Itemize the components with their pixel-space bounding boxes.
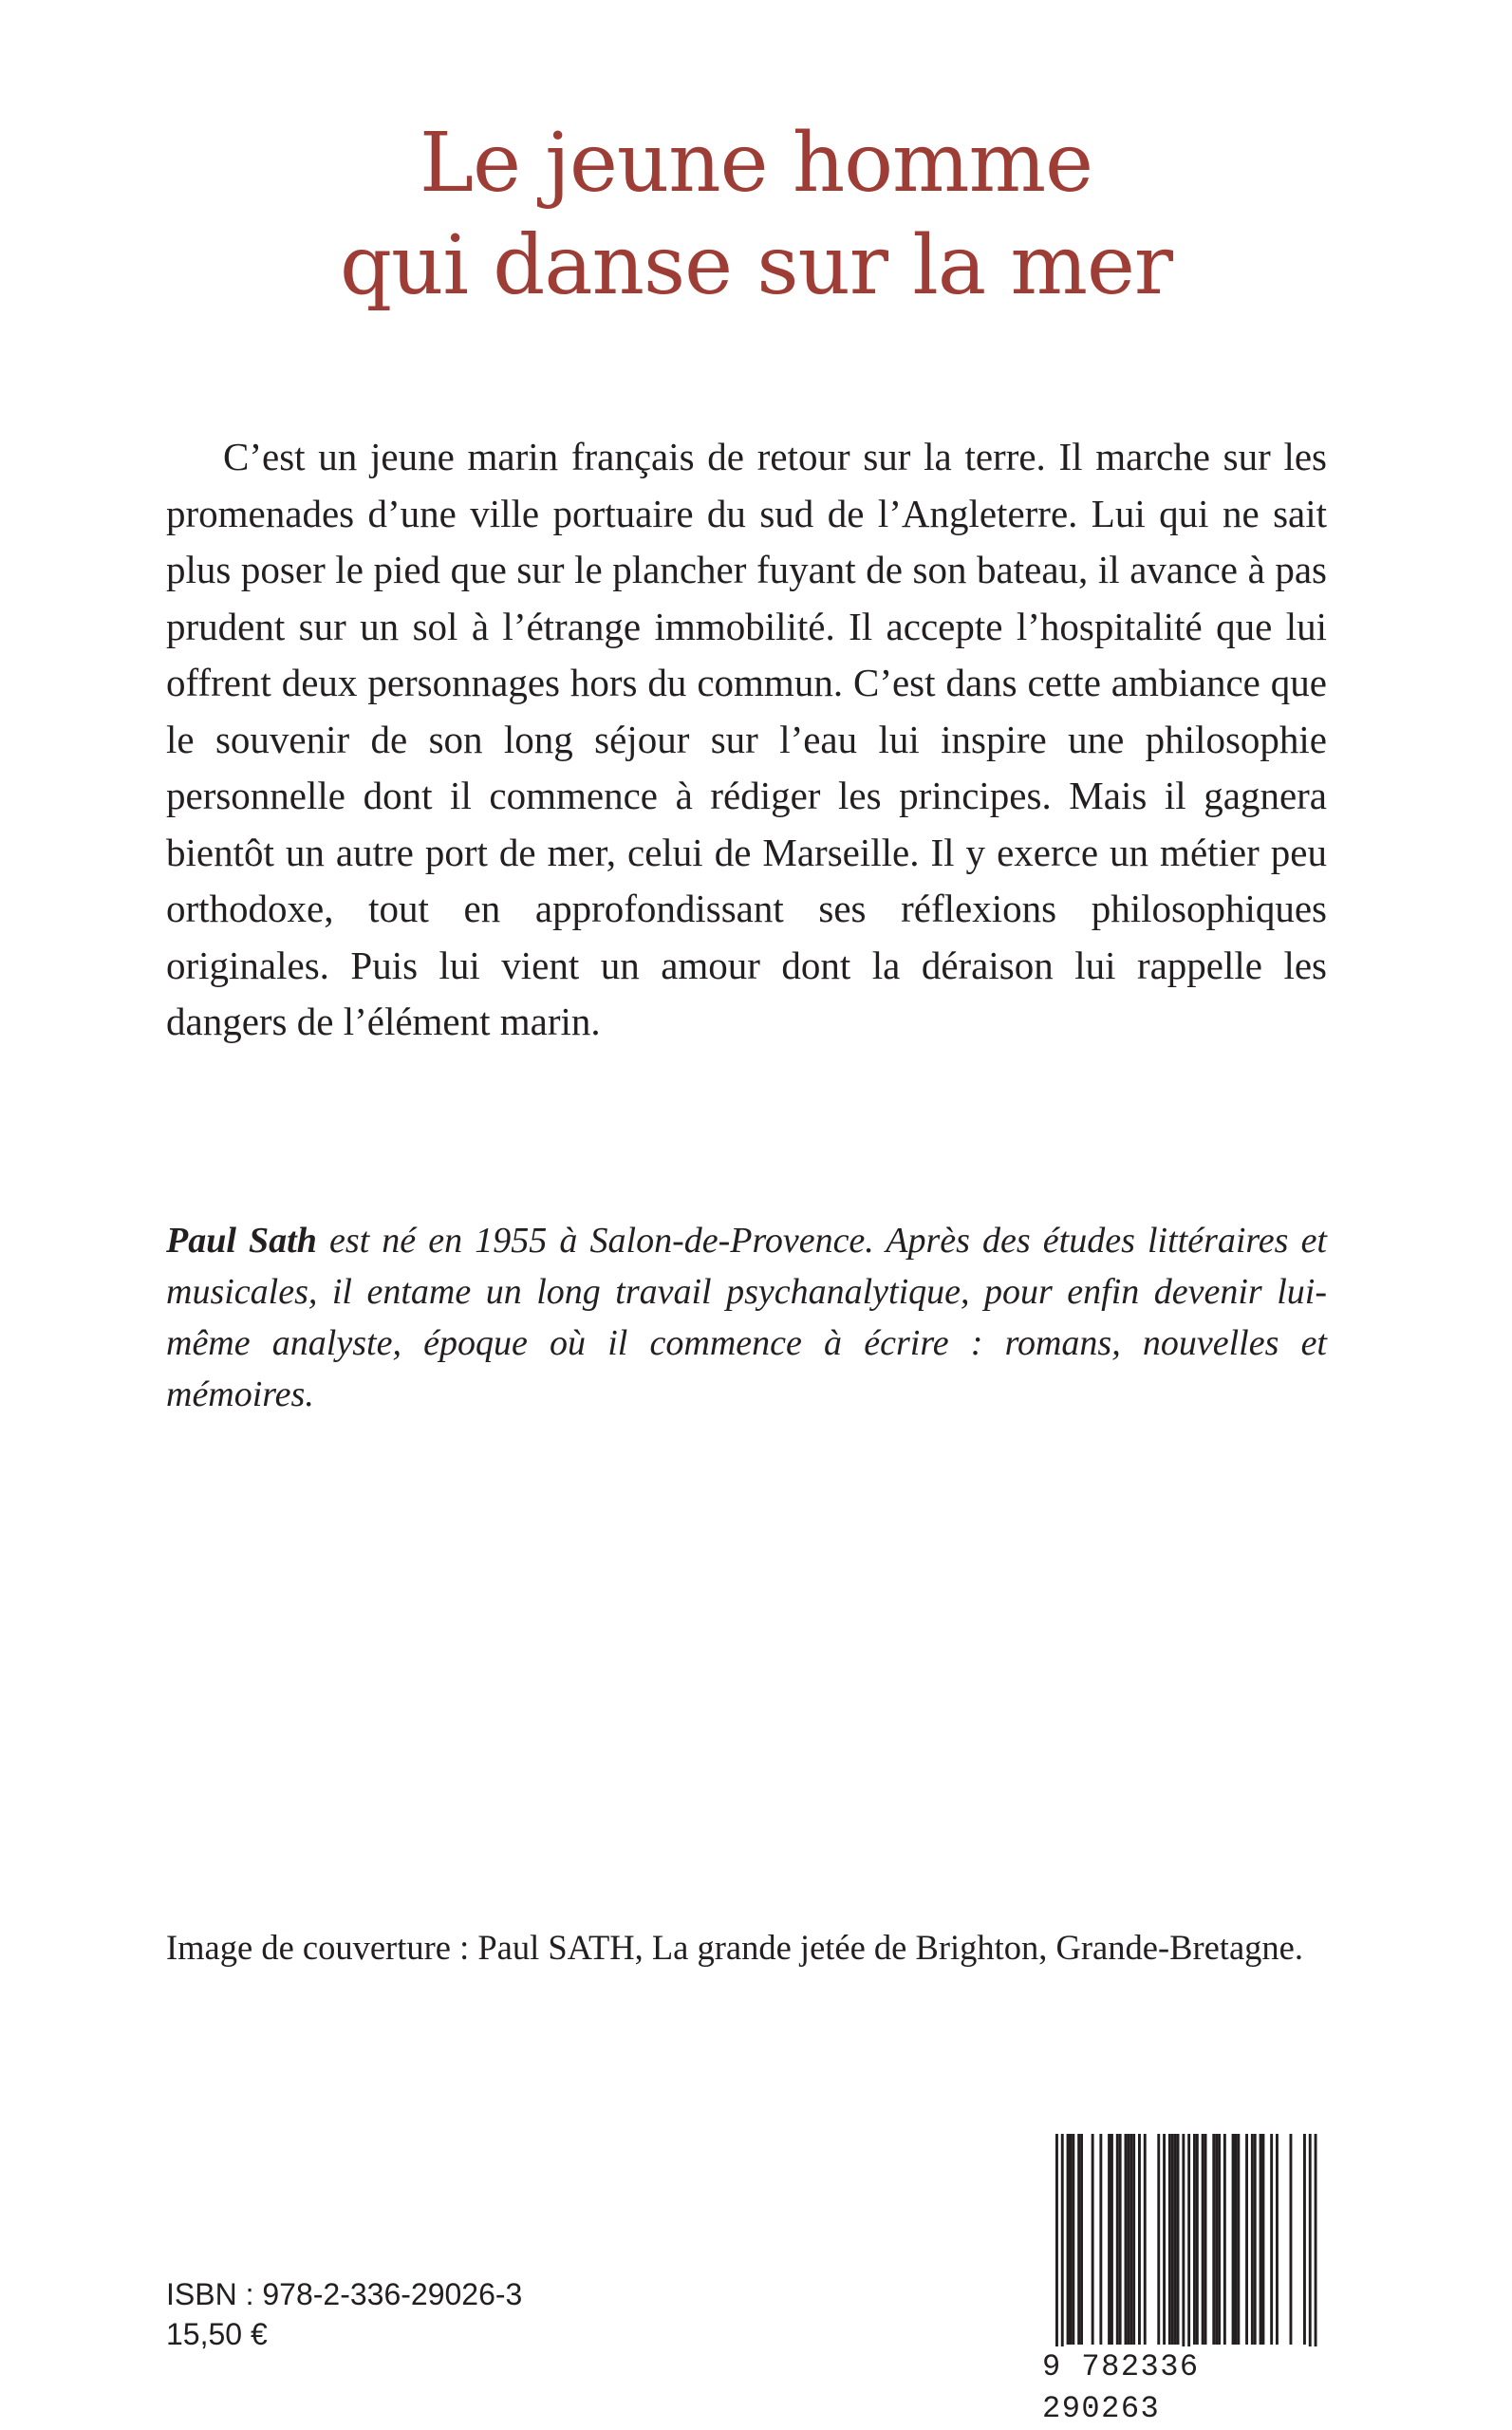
barcode-bar (1099, 2134, 1102, 2345)
barcode-bar (1276, 2134, 1279, 2345)
barcode-bar (1132, 2134, 1135, 2345)
barcode-bar (1125, 2134, 1128, 2345)
barcode-bar (1260, 2134, 1262, 2345)
isbn-text: ISBN : 978-2-336-29026-3 (166, 2277, 523, 2311)
book-summary: C’est un jeune marin français de retour sur la terre. Il marche sur les promenades d’une ville portuaire du sud de l’Angleterre. Lui qui ne sait plus poser le pied que sur le plancher fuyant de son bateau, il avance à pas prudent sur un sol à l’étrange immobilité. Il accepte l’hospitalité que lui offrent deux personnages hors du commun. C’est dans cette ambiance que le souvenir de son long séjour sur l’eau lui inspire une philosophie personnelle dont il commence à rédiger les principes. Mais il gagnera bientôt un autre port de mer, celui de Marseille. Il y exerce un métier peu orthodoxe, tout en approfondissant ses réflexions philosophiques originales. Puis lui vient un amour dont la déraison lui rappelle les dangers de l’élément marin. (166, 435, 1327, 1043)
barcode-bar (1119, 2134, 1122, 2345)
barcode-bar (1171, 2134, 1174, 2345)
book-title (0, 112, 1512, 317)
barcode-bars (1042, 2134, 1327, 2354)
author-bio (166, 1215, 1327, 1420)
barcode-bar (1212, 2134, 1215, 2345)
barcode-bar (1303, 2134, 1306, 2345)
barcode-bar (1315, 2134, 1317, 2354)
barcode-bar (1127, 2134, 1129, 2345)
barcode-bar (1111, 2134, 1113, 2345)
barcode-bar (1309, 2134, 1312, 2354)
author-name: Paul Sath (166, 1221, 317, 1261)
author-bio-text: est né en 1955 à Salon-de-Provence. Après des études littéraires et musicales, il entame un long travail psychanalytique, pour enfin devenir lui-même analyste, époque où il commence à écrire : romans, nouvelles et mémoires. (166, 1221, 1327, 1414)
barcode-bar (1163, 2134, 1166, 2345)
barcode-bar (1202, 2134, 1204, 2345)
barcode-bar (1237, 2134, 1240, 2345)
barcode-bar (1157, 2134, 1160, 2345)
barcode-bar (1077, 2134, 1080, 2345)
cover-image-credit: Image de couverture : Paul SATH, La grande jetée de Brighton, Grande-Bretagne. (166, 1928, 1303, 1967)
barcode-bar (1193, 2134, 1196, 2345)
barcode-bar (1092, 2134, 1094, 2345)
barcode-bar (1070, 2134, 1073, 2345)
barcode-bar (1072, 2134, 1074, 2345)
barcode-bar (1067, 2134, 1070, 2345)
barcode-bar (1116, 2134, 1119, 2345)
barcode-bar (1232, 2134, 1235, 2345)
barcode-digits: 9 782336 290263 (1042, 2346, 1327, 2388)
barcode-bar (1262, 2134, 1265, 2345)
barcode-bar (1144, 2134, 1147, 2345)
barcode-bar (1196, 2134, 1199, 2345)
book-title-line-2: qui danse sur la mer (340, 218, 1172, 313)
price-text: 15,50 € (166, 2317, 268, 2351)
barcode-bar (1177, 2134, 1180, 2345)
barcode-bar (1223, 2134, 1226, 2345)
barcode-bar (1168, 2134, 1171, 2345)
barcode-bar (1204, 2134, 1207, 2345)
barcode-bar (1182, 2134, 1185, 2354)
isbn-barcode (1042, 2134, 1327, 2426)
barcode-bar (1174, 2134, 1177, 2345)
barcode-bar (1215, 2134, 1218, 2345)
barcode-bar (1138, 2134, 1141, 2345)
barcode-bar (1187, 2134, 1190, 2354)
barcode-bar (1218, 2134, 1221, 2345)
barcode-bar (1270, 2134, 1273, 2345)
barcode-bar (1108, 2134, 1111, 2345)
barcode-bar (1061, 2134, 1064, 2354)
book-title-line-1: Le jeune homme (419, 116, 1093, 211)
barcode-bar (1251, 2134, 1254, 2345)
barcode-bar (1245, 2134, 1248, 2345)
barcode-bar (1080, 2134, 1083, 2345)
barcode-bar (1290, 2134, 1293, 2345)
barcode-bar (1129, 2134, 1132, 2345)
barcode-bar (1235, 2134, 1238, 2345)
barcode-bar (1254, 2134, 1257, 2345)
barcode-bar (1055, 2134, 1058, 2354)
